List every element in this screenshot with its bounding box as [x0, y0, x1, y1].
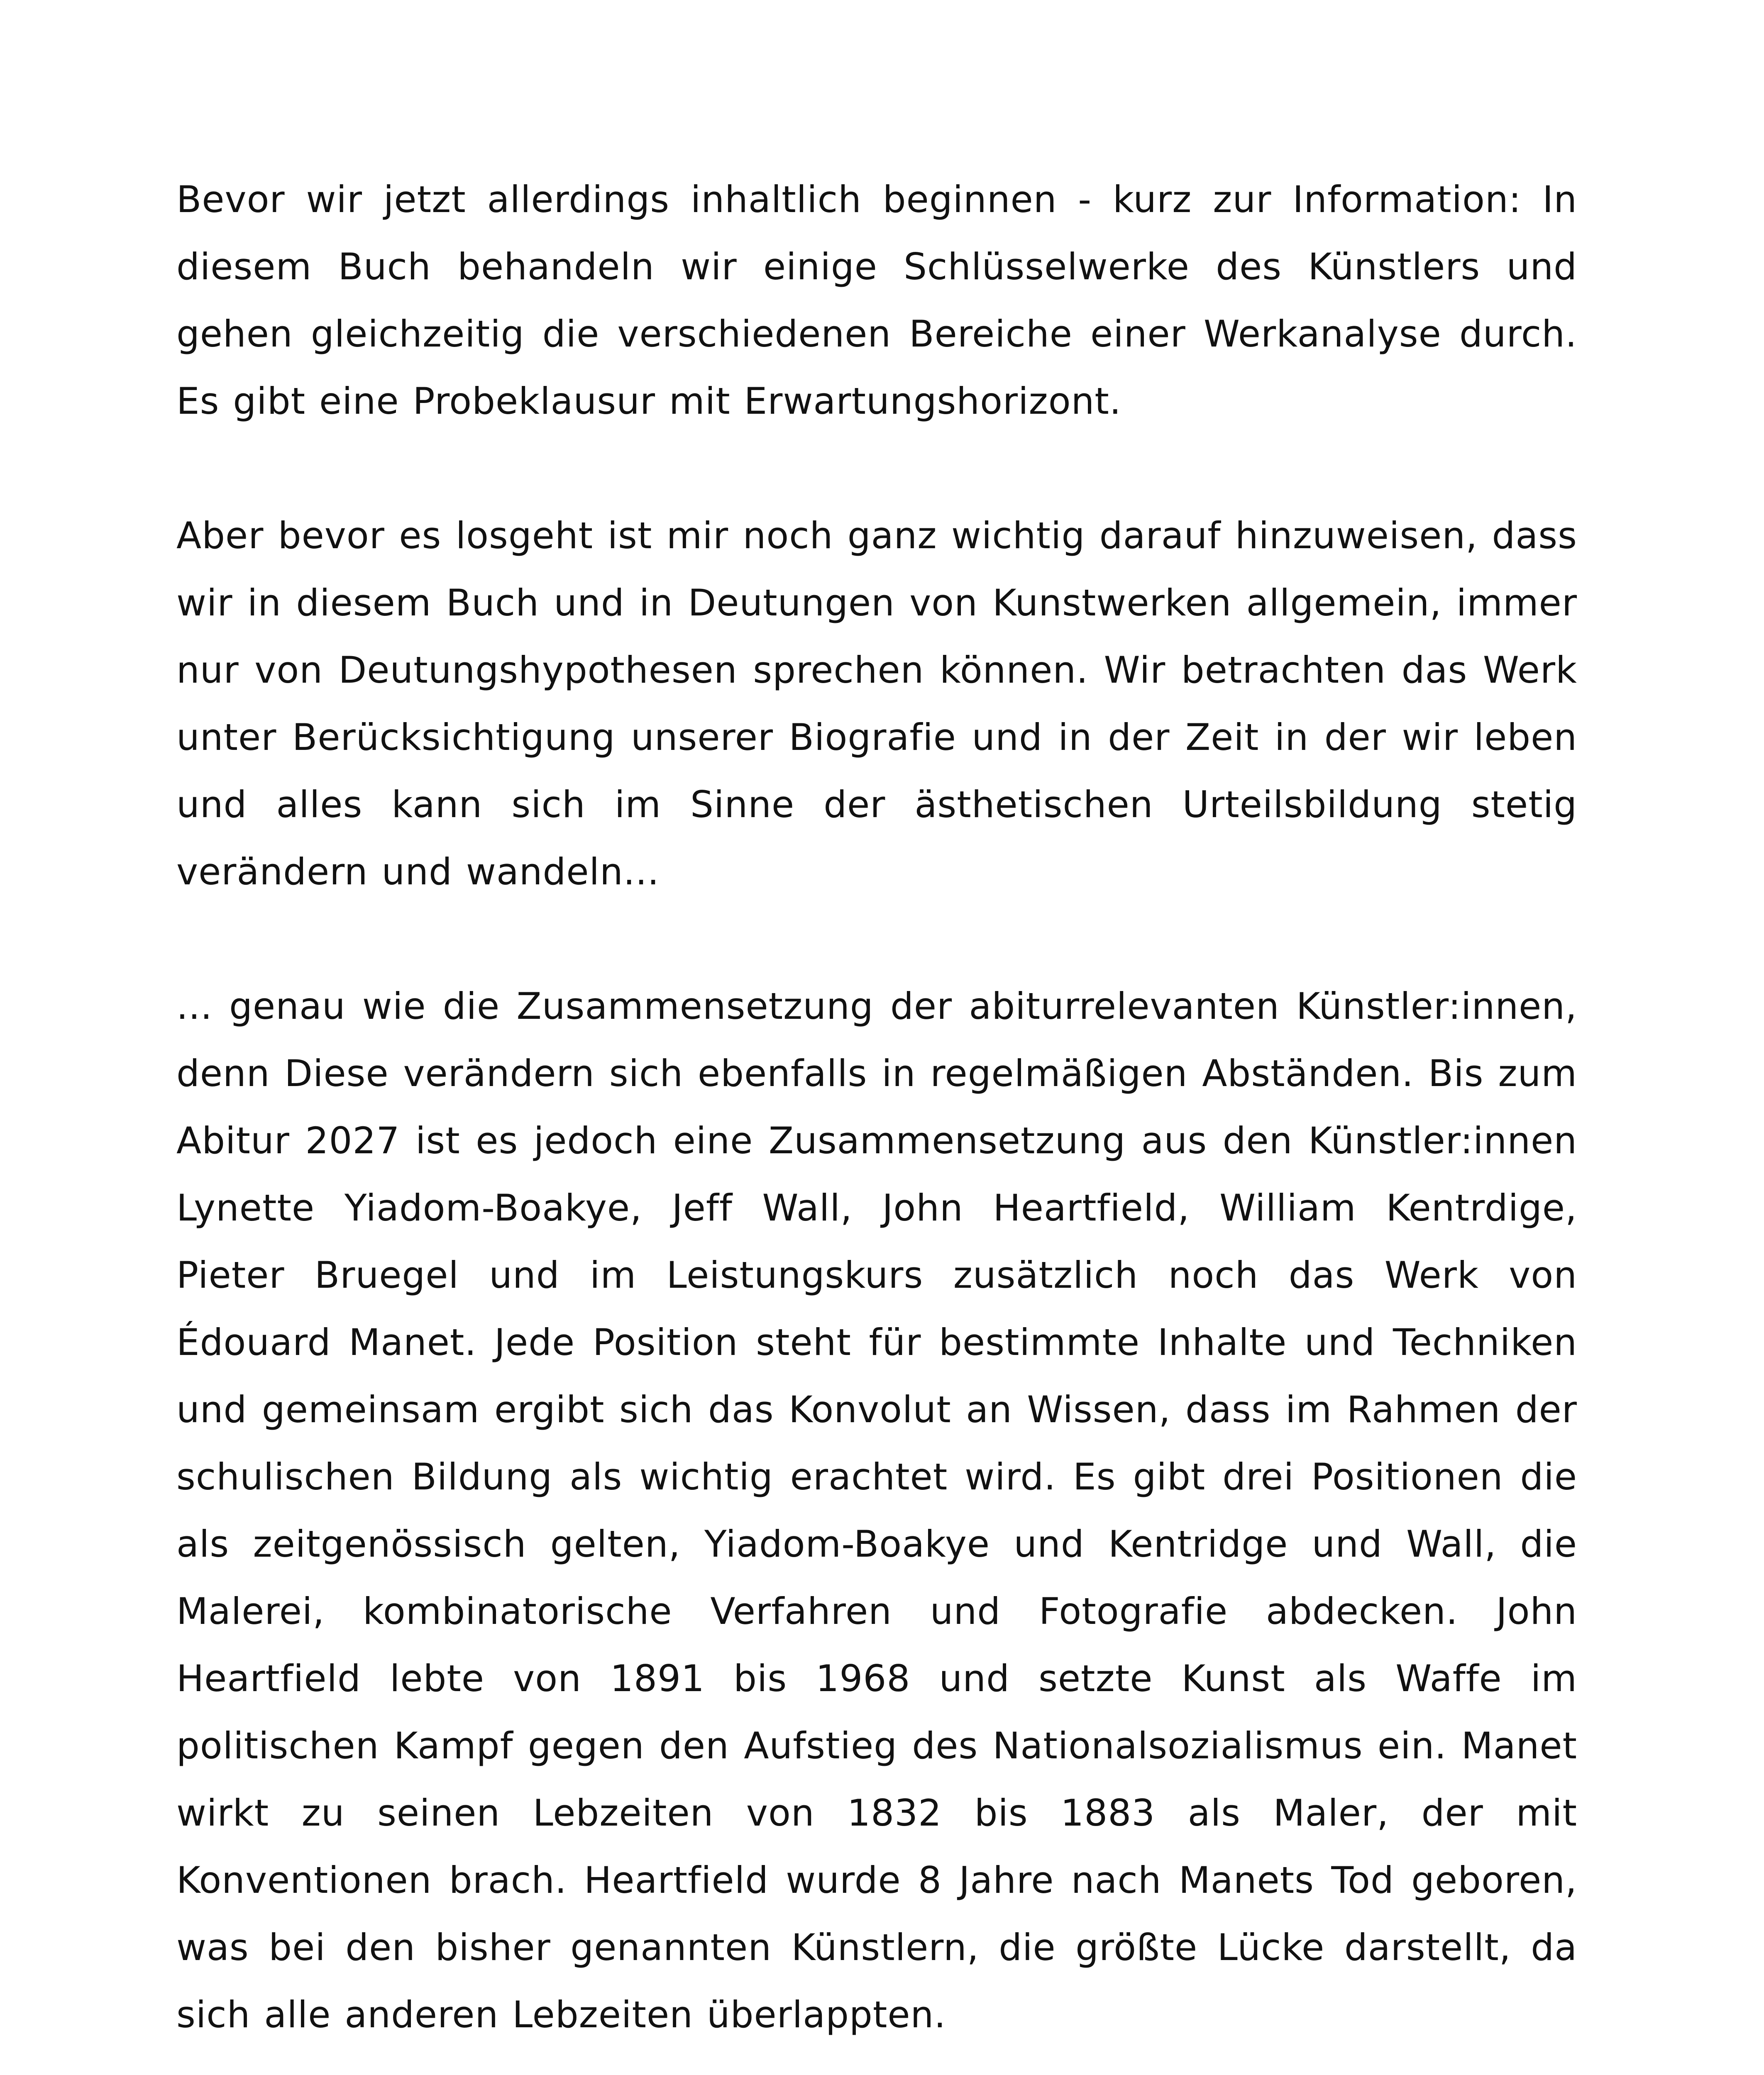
paragraph-intro: Bevor wir jetzt allerdings inhaltlich beginnen - kurz zur Information: In diesem Buch behandeln wir einige Schlüsselwerke des Künstlers und gehen gleichzeitig die verschiedenen Bereiche einer Werkanalyse durch. Es gibt eine Probeklausur mit Erwartungshorizont. [176, 178, 1577, 422]
paragraph-interpretation-note: Aber bevor es losgeht ist mir noch ganz wichtig darauf hinzuweisen, dass wir in diesem Buch und in Deutungen von Kunstwerken allgemein, immer nur von Deutungshypothesen sprechen können. Wir betrachten das Werk unter Berücksichtigung unserer Biografie und in der Zeit in der wir leben und alles kann sich im Sinne der ästhetischen Urteilsbildung stetig verändern und wandeln... [176, 514, 1577, 893]
paragraph-artists-overview: ... genau wie die Zusammensetzung der abiturrelevanten Künstler:innen, denn Diese verändern sich ebenfalls in regelmäßigen Abständen. Bis zum Abitur 2027 ist es jedoch eine Zusammensetzung aus den Künstler:innen Lynette Yiadom-Boakye, Jeff Wall, John Heartfield, William Kentrdige, Pieter Bruegel und im Leistungskurs zusätzlich noch das Werk von Édouard Manet. Jede Position steht für bestimmte Inhalte und Techniken und gemeinsam ergibt sich das Konvolut an Wissen, dass im Rahmen der schulischen Bildung als wichtig erachtet wird. Es gibt drei Positionen die als zeitgenössisch gelten, Yiadom-Boakye und Kentridge und Wall, die Malerei, kombinatorische Verfahren und Fotografie abdecken. John Heartfield lebte von 1891 bis 1968 und setzte Kunst als Waffe im politischen Kampf gegen den Aufstieg des Nationalsozialismus ein. Manet wirkt zu seinen Lebzeiten von 1832 bis 1883 als Maler, der mit Konventionen brach. Heartfield wurde 8 Jahre nach Manets Tod geboren, was bei den bisher genannten Künstlern, die größte Lücke darstellt, da sich alle anderen Lebzeiten überlappten. [176, 985, 1577, 2036]
page-body [176, 166, 1577, 2048]
